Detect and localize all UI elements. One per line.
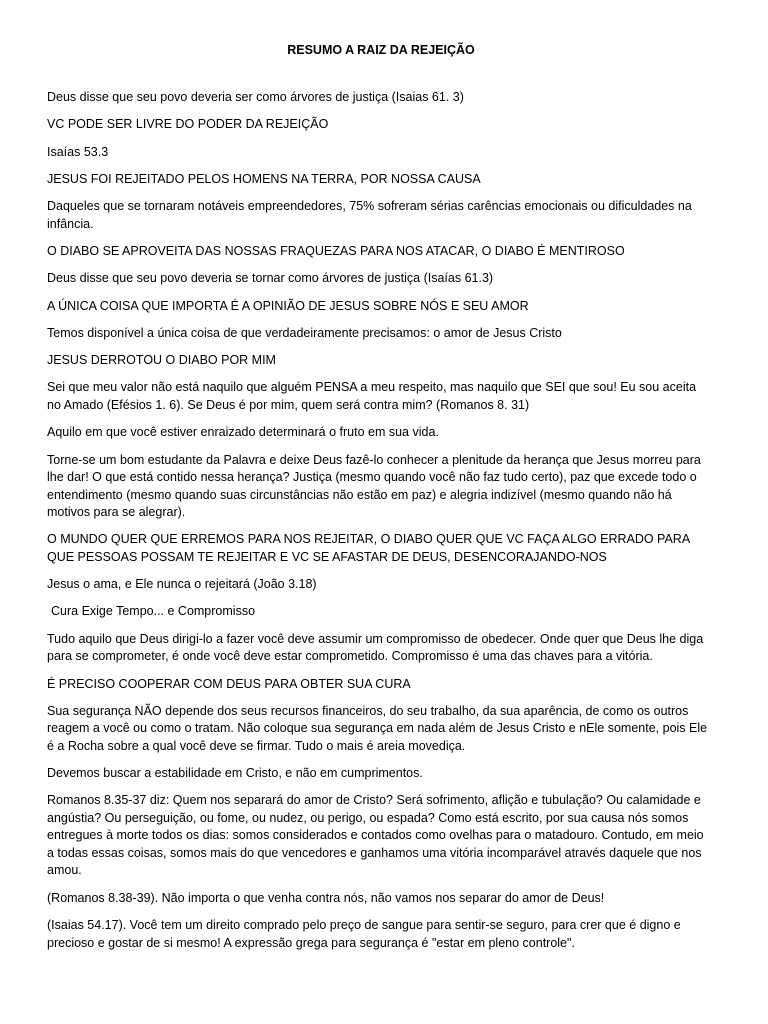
paragraph: Temos disponível a única coisa de que verdadeiramente precisamos: o amor de Jesus Cristo xyxy=(47,325,562,340)
paragraph: Tudo aquilo que Deus dirigi-lo a fazer você deve assumir um compromisso de obedecer. Onde quer que Deus lhe diga para se comprometer, é onde você deve estar comprometido. Compromisso é uma das chaves para a vitória. xyxy=(47,631,704,664)
document-title: RESUMO A RAIZ DA REJEIÇÃO xyxy=(287,43,475,57)
paragraph: Daqueles que se tornaram notáveis empreendedores, 75% sofreram sérias carências emocionais ou dificuldades na infância. xyxy=(47,199,692,231)
paragraph: Devemos buscar a estabilidade em Cristo, e não em cumprimentos. xyxy=(47,766,423,781)
heading-paragraph: A ÚNICA COISA QUE IMPORTA É A OPINIÃO DE JESUS SOBRE NÓS E SEU AMOR xyxy=(47,298,529,313)
paragraph: Torne-se um bom estudante da Palavra e deixe Deus fazê-lo conhecer a plenitude da herança que Jesus morreu para lhe dar! O que está contido nessa herança? Justiça (mesmo quando você não faz tudo certo), paz que excede todo o entendimento (mesmo quando suas circunstâncias não estão em paz) e alegria indizível (mesmo quando não há motivos para se alegrar). xyxy=(47,452,701,520)
paragraph: Deus disse que seu povo deveria se tornar como árvores de justiça (Isaías 61.3) xyxy=(47,271,494,286)
paragraph: Sei que meu valor não está naquilo que alguém PENSA a meu respeito, mas naquilo que SEI que sou! Eu sou aceita no Amado (Efésios 1. 6). Se Deus é por mim, quem será contra mim? (Romanos 8. 31) xyxy=(47,380,697,412)
heading-paragraph: O MUNDO QUER QUE ERREMOS PARA NOS REJEITAR, O DIABO QUER QUE VC FAÇA ALGO ERRADO PARA QUE PESSOAS POSSAM TE REJEITAR E VC SE AFASTAR DE DEUS, DESENCORAJANDO-NOS xyxy=(47,532,690,564)
paragraph: Romanos 8.35-37 diz: Quem nos separará do amor de Cristo? Será sofrimento, aflição e tubulação? Ou calamidade e angústia? Ou perseguição, ou fome, ou nudez, ou perigo, ou espada? Como está escrito, por sua causa nós somos entregues à morte todos os dias: somos considerados e contados como ovelhas para o matadouro. Contudo, em meio a todas essas coisas, somos mais do que vencedores e ganhamos uma vitória incomparável através daquele que nos amou. xyxy=(47,793,704,878)
subheading-paragraph: Cura Exige Tempo... e Compromisso xyxy=(51,604,256,619)
heading-paragraph: É PRECISO COOPERAR COM DEUS PARA OBTER SUA CURA xyxy=(47,676,411,691)
paragraph: Sua segurança NÃO depende dos seus recursos financeiros, do seu trabalho, da sua aparência, de como os outros reagem a você ou como o tratam. Não coloque sua segurança em nada além de Jesus Cristo e nEle somente, pois Ele é a Rocha sobre a qual você deve se firmar. Tudo o mais é areia movediça. xyxy=(47,703,708,753)
paragraph: Aquilo em que você estiver enraizado determinará o fruto em sua vida. xyxy=(47,425,439,440)
heading-paragraph: JESUS DERROTOU O DIABO POR MIM xyxy=(47,353,276,368)
heading-paragraph: O DIABO SE APROVEITA DAS NOSSAS FRAQUEZAS PARA NOS ATACAR, O DIABO É MENTIROSO xyxy=(47,243,625,258)
paragraph: Jesus o ama, e Ele nunca o rejeitará (João 3.18) xyxy=(47,577,317,592)
paragraph: Isaías 53.3 xyxy=(47,144,109,159)
paragraph: (Isaias 54.17). Você tem um direito comprado pelo preço de sangue para sentir-se seguro, para crer que é digno e precioso e gostar de si mesmo! A expressão grega para segurança é "estar em pleno controle". xyxy=(47,918,681,950)
paragraph: (Romanos 8.38-39). Não importa o que venha contra nós, não vamos nos separar do amor de Deus! xyxy=(47,890,605,905)
paragraph: Deus disse que seu povo deveria ser como árvores de justiça (Isaias 61. 3) xyxy=(47,90,464,104)
heading-paragraph: JESUS FOI REJEITADO PELOS HOMENS NA TERRA, POR NOSSA CAUSA xyxy=(47,171,481,186)
heading-paragraph: VC PODE SER LIVRE DO PODER DA REJEIÇÃO xyxy=(47,117,329,132)
